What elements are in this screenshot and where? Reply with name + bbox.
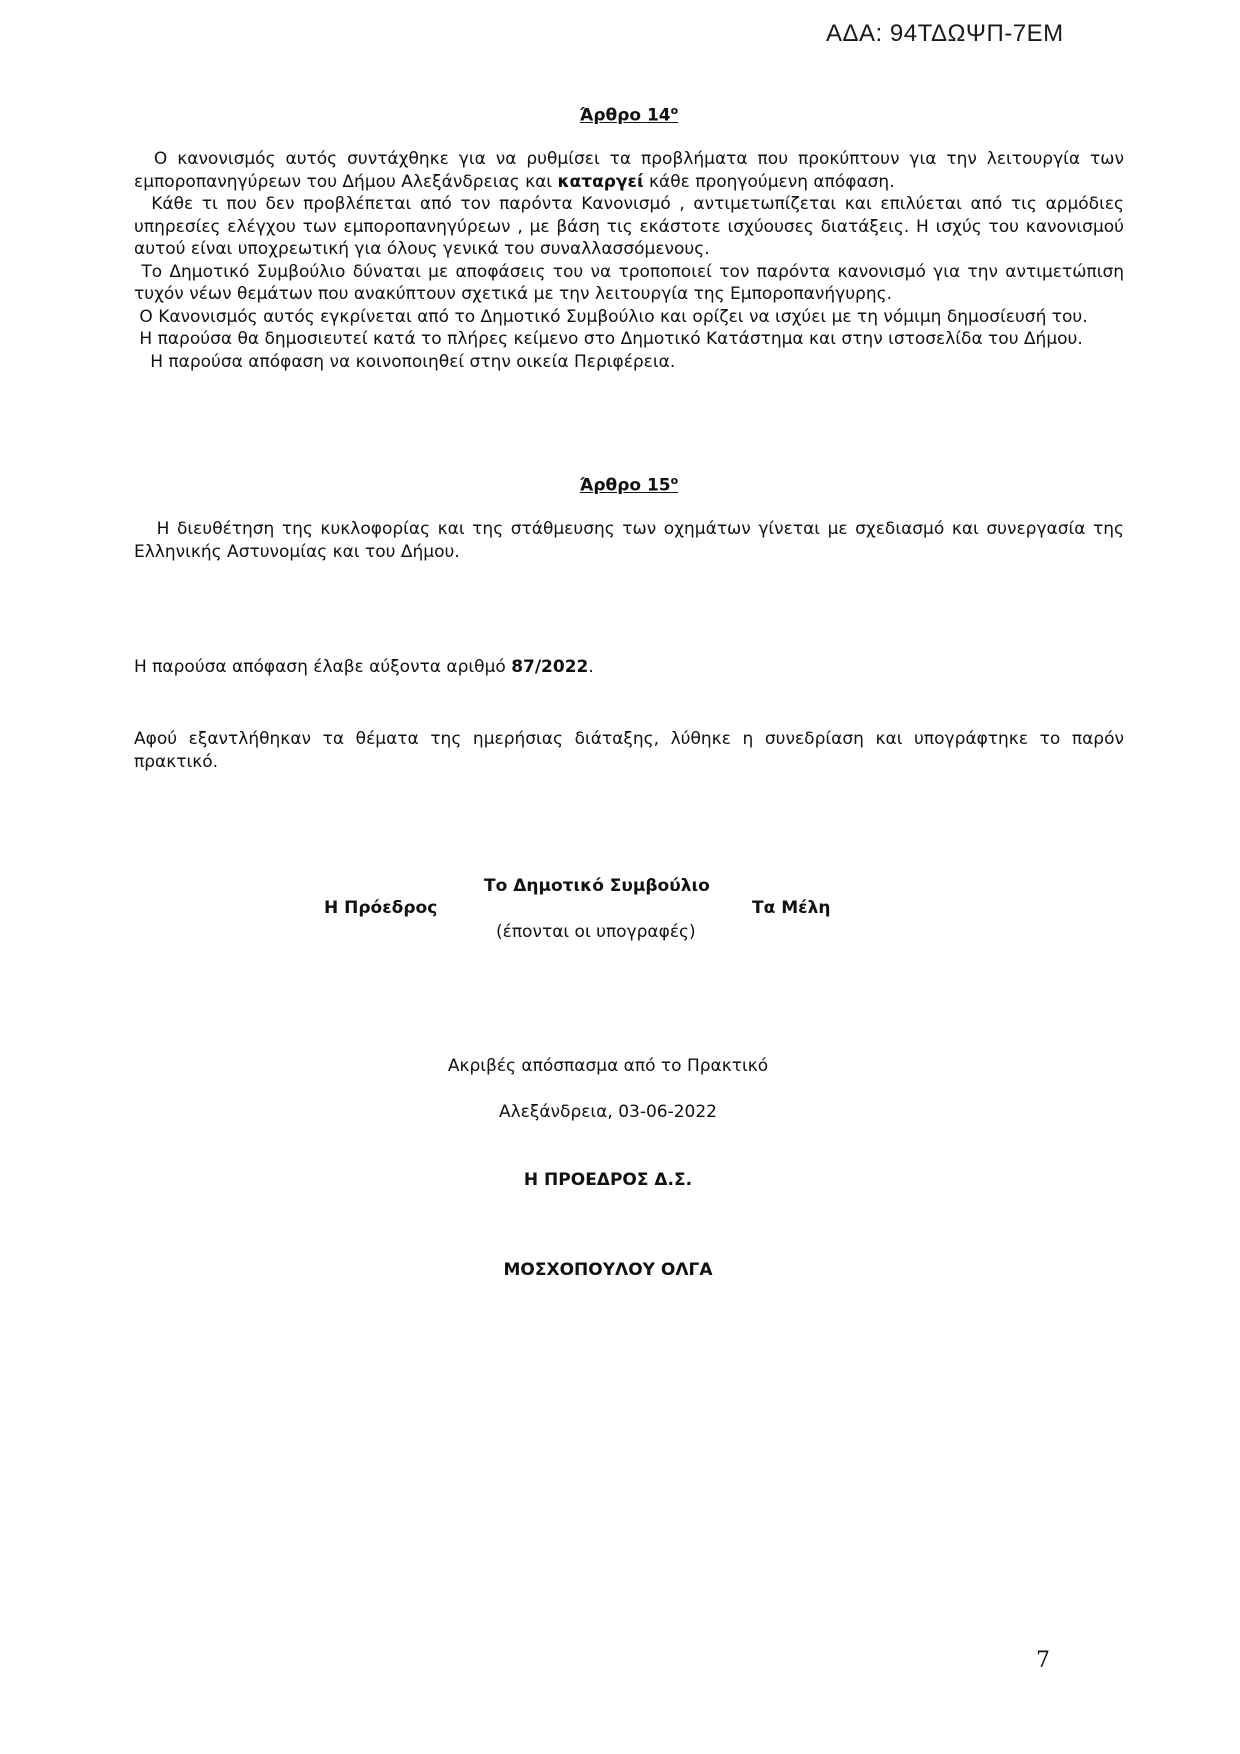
article-15-heading: [134, 474, 1124, 496]
decision-number-line: [134, 656, 1124, 679]
place-date: Αλεξάνδρεια, 03-06-2022: [498, 1102, 717, 1122]
article-15-paragraph-1: [134, 518, 1124, 563]
council-title: Το Δημοτικό Συμβούλιο: [484, 876, 710, 896]
signatures-note: (έπονται οι υπογραφές): [496, 922, 696, 942]
ada-code: ΑΔΑ: 94ΤΔΩΨΠ-7ΕΜ: [826, 20, 1064, 47]
president-name: ΜΟΣΧΟΠΟΥΛΟΥ ΟΛΓΑ: [503, 1260, 713, 1280]
article-14-p4: Ο Κανονισμός αυτός εγκρίνεται από το Δημοτικό Συμβούλιο και ορίζει να ισχύει με τη νόμιμη δημοσίευσή του.: [139, 306, 1088, 327]
article-14-p3: Το Δημοτικό Συμβούλιο δύναται με αποφάσεις του να τροποποιεί τον παρόντα κανονισμό για την αντιμετώπιση τυχόν νέων θεμάτων που ανακύπτουν σχετικά με την λειτουργία της Εμποροπανήγυρης.: [134, 261, 1125, 304]
article-14-heading: [134, 104, 1124, 126]
article-14-p5: Η παρούσα θα δημοσιευτεί κατά το πλήρες κείμενο στο Δημοτικό Κατάστημα και στην ιστοσελίδα του Δήμου.: [139, 329, 1083, 349]
decision-number: 87/2022: [511, 657, 589, 677]
article-14-paragraph-6: [134, 351, 1124, 374]
article-14-p1-bold: καταργεί: [557, 171, 644, 192]
article-15-heading-sup: ο: [670, 474, 679, 487]
article-14-heading-sup: ο: [670, 104, 679, 117]
decision-paragraph: [134, 656, 1124, 679]
article-15-body: [134, 518, 1124, 563]
closing-paragraph: [134, 728, 1124, 773]
article-14-heading-text: Άρθρο 14: [579, 105, 671, 126]
closing-text: Αφού εξαντλήθηκαν τα θέματα της ημερήσιας διάταξης, λύθηκε η συνεδρίαση και υπογράφτηκε το παρόν πρακτικό.: [134, 729, 1124, 772]
article-14-p6: Η παρούσα απόφαση να κοινοποιηθεί στην οικεία Περιφέρεια.: [150, 351, 676, 372]
decision-text-a: Η παρούσα απόφαση έλαβε αύξοντα αριθμό: [134, 657, 512, 677]
article-14-paragraph-4: [134, 306, 1124, 329]
decision-text-b: .: [588, 657, 594, 677]
article-14-p1-a: Ο κανονισμός αυτός συντάχθηκε για να ρυθμίσει τα προβλήματα που προκύπτουν για την λειτουργία των εμποροπανηγύρεων του Δήμου Αλεξάνδρειας και: [134, 149, 1124, 192]
article-15-p1: Η διευθέτηση της κυκλοφορίας και της στάθμευσης των οχημάτων γίνεται με σχεδιασμό και συνεργασία της Ελληνικής Αστυνομίας και του Δήμου.: [134, 519, 1124, 562]
members-title: Τα Μέλη: [752, 898, 831, 918]
article-14-paragraph-1: [134, 148, 1124, 193]
article-14-p2: Κάθε τι που δεν προβλέπεται από τον παρόντα Κανονισμό , αντιμετωπίζεται και επιλύεται από τις αρμόδιες υπηρεσίες ελέγχου των εμποροπανηγύρεων , με βάση τις εκάστοτε ισχύουσες διατάξεις. Η ισχύς του κανονισμού αυτού είναι υποχρεωτική για όλους γενικά του συναλλασσόμενους.: [134, 194, 1125, 259]
article-14-paragraph-5: [134, 328, 1124, 351]
article-15-heading-text: Άρθρο 15: [579, 475, 671, 496]
article-14-paragraph-2: [134, 193, 1124, 261]
article-14-paragraph-3: [134, 261, 1124, 306]
article-14-body: [134, 148, 1124, 373]
article-14-p1-b: κάθε προηγούμενη απόφαση.: [643, 171, 895, 192]
president-role: Η ΠΡΟΕΔΡΟΣ Δ.Σ.: [523, 1170, 693, 1190]
president-title: Η Πρόεδρος: [324, 898, 438, 918]
extract-title: Ακριβές απόσπασμα από το Πρακτικό: [447, 1056, 769, 1076]
page-number: 7: [1036, 1648, 1050, 1673]
